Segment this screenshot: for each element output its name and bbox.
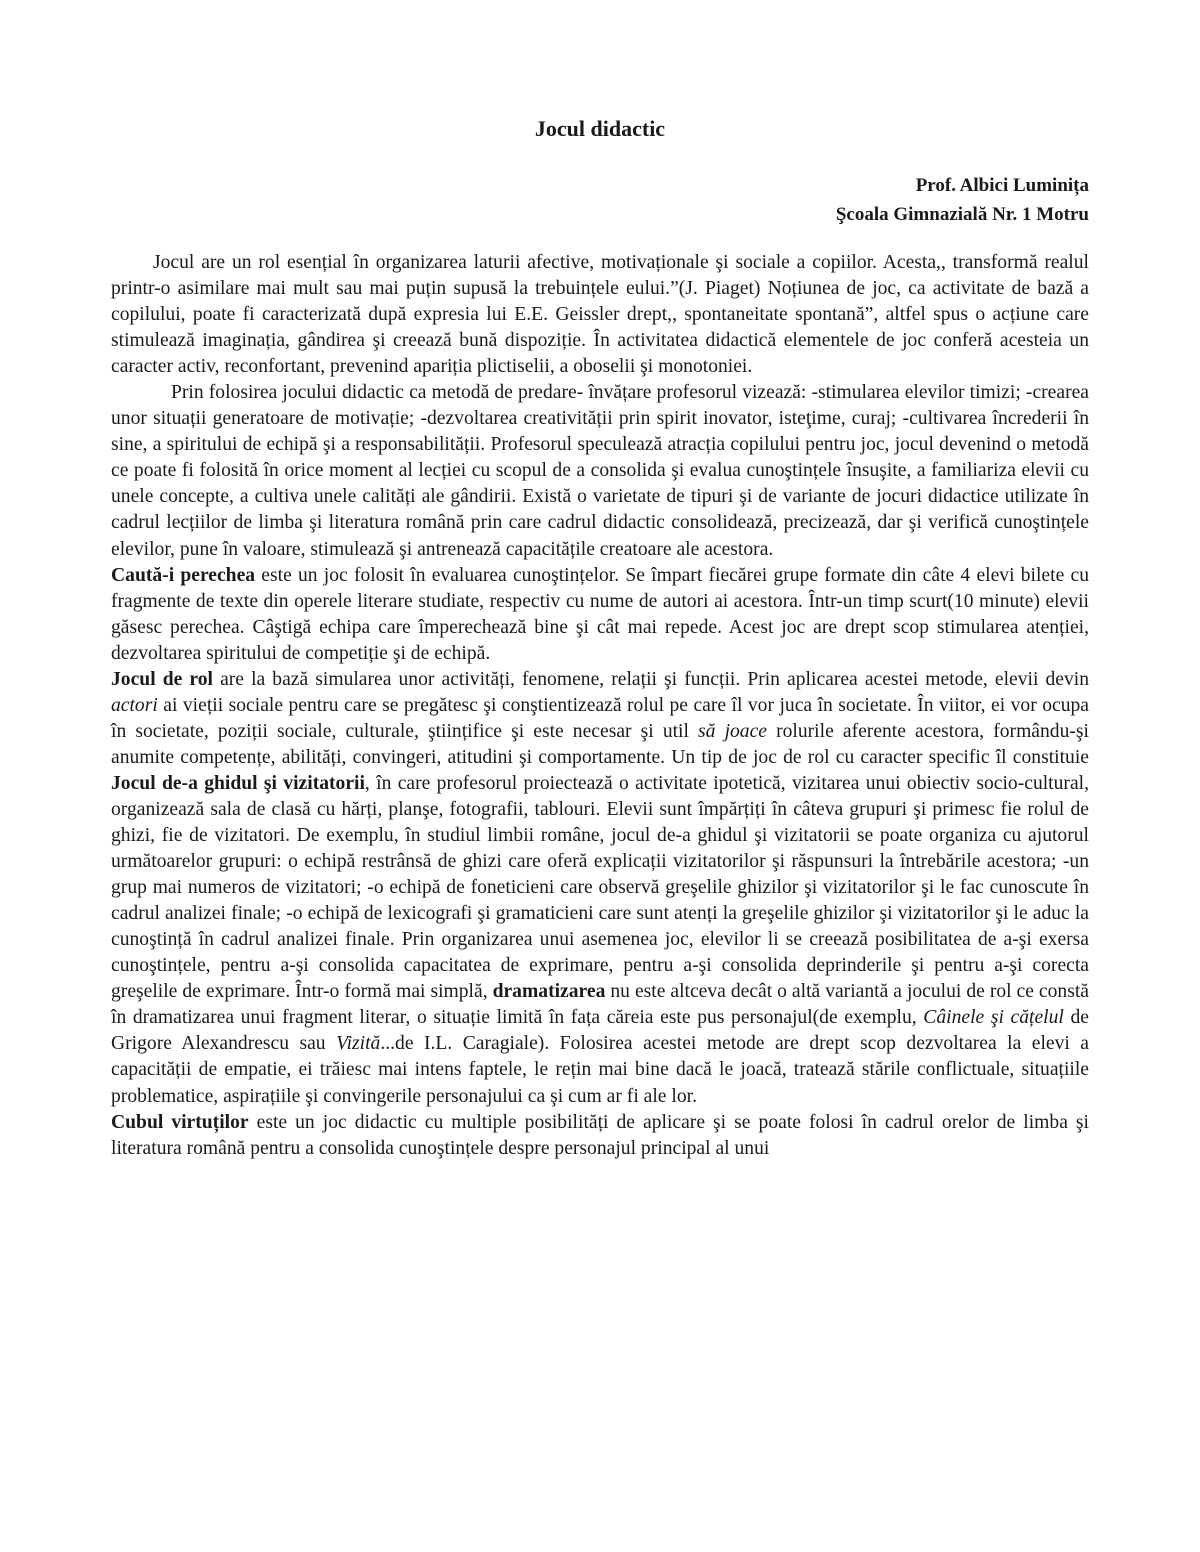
paragraph-text: ai vieții sociale pentru care se pregătesc şi conştientizează rolul pe care îl vor juca în societate. În viitor, ei vor ocupa în societate, poziții sociale, culturale, ştiințifice şi este necesar şi util	[111, 694, 1089, 742]
paragraph-cubul-virtutilor	[111, 1110, 1089, 1162]
document-body	[111, 250, 1089, 1162]
paragraph-text: ...de I.L. Caragiale). Folosirea acestei metode are drept scop dezvoltarea la elevi a capacității de empatie, ei trăiesc mai intens faptele, le rețin mai bine dacă le joacă, tratează stările conflictuale, situațiile problematice, aspirațiile şi convingerile personajului ca şi cum ar fi ale lor.	[111, 1033, 1089, 1107]
term-cubul-virtutilor: Cubul virtuților	[111, 1111, 249, 1133]
paragraph-jocul-de-rol	[111, 667, 1089, 1110]
paragraph-text: nu este altceva decât o altă variantă a jocului de rol ce constă în dramatizarea unui fragment literar, o situație limită în fața căreia este pus personajul(de exemplu,	[111, 981, 1089, 1029]
document-page	[111, 112, 1089, 1162]
term-dramatizarea: dramatizarea	[492, 981, 606, 1003]
term-cauta-perechea: Caută-i perechea	[111, 564, 256, 586]
paragraph-text: are la bază simularea unor activități, fenomene, relații şi funcții. Prin aplicarea acestei metode, elevii devin	[212, 668, 1090, 690]
paragraph-text: de Grigore Alexandrescu sau	[111, 1007, 1089, 1055]
author-name: Prof. Albici Luminița	[915, 175, 1089, 196]
paragraph-text: rolurile aferente acestora, formându-şi anumite competențe, abilități, convingeri, atitudini şi comportamente. Un tip de joc de rol cu caracter specific îl constituie	[111, 720, 1089, 768]
author-block	[111, 171, 1089, 229]
paragraph-methods: Prin folosirea jocului didactic ca metodă de predare- învățare profesorul vizează: -stimularea elevilor timizi; -crearea unor situații generatoare de motivație; -dezvoltarea creativității prin spirit inovator, isteţime, curaj; -cultivarea încrederii în sine, a spiritului de echipă şi a responsabilității. Profesorul speculează atracția copilului pentru joc, jocul devenind o metodă ce poate fi folosită în orice moment al lecției cu scopul de a consolida şi evalua cunoştințele însuşite, a familiariza elevii cu unele concepte, a cultiva unele calități ale gândirii. Există o varietate de tipuri şi de variante de jocuri didactice utilizate în cadrul lecțiilor de limba şi literatura română prin care cadrul didactic consolidează, precizează, dar şi verifică cunoştințele elevilor, pune în valoare, stimulează şi antrenează capacitățile creatoare ale acestora.	[111, 382, 1089, 560]
emphasis-cainele-si-catelul: Câinele şi cățelul	[923, 1007, 1064, 1029]
paragraph-text: , în care profesorul proiectează o activitate ipotetică, vizitarea unui obiectiv socio-cultural, organizează sala de clasă cu hărți, planşe, fotografii, tablouri. Elevii sunt împărțiți în câteva grupuri şi primesc fie rolul de ghizi, fie de vizitatori. De exemplu, în studiul limbii române, jocul de-a ghidul şi vizitatorii se poate organiza cu ajutorul următoarelor grupuri: o echipă restrânsă de ghizi care oferă explicații vizitatorilor şi răspunsuri la întrebările acestora; -un grup mai numeros de vizitatori; -o echipă de foneticieni care observă greşelile ghizilor şi vizitatorilor şi le fac cunoscute în cadrul analizei finale; -o echipă de lexicografi şi gramaticieni care sunt atenți la greşelile ghizilor şi vizitatorilor şi le aduc la cunoştință în cadrul analizei finale. Prin organizarea unui asemenea joc, elevilor li se creează posibilitatea de a-şi exersa cunoştințele, pentru a-şi consolida capacitatea de exprimare, pentru a-şi consolida deprinderile şi pentru a-şi corecta greşelile de exprimare. Într-o formă mai simplă,	[111, 772, 1089, 1003]
school-name: Şcoala Gimnazială Nr. 1 Motru	[835, 204, 1089, 225]
document-title: Jocul didactic	[534, 116, 666, 141]
emphasis-actori: actori	[111, 694, 158, 716]
paragraph-text: este un joc didactic cu multiple posibilități de aplicare şi se poate folosi în cadrul orelor de limba şi literatura română pentru a consolida cunoştințele despre personajul principal al unui	[111, 1111, 1089, 1159]
term-jocul-de-rol: Jocul de rol	[111, 668, 213, 690]
term-ghidul-si-vizitatorii: Jocul de-a ghidul şi vizitatorii	[111, 772, 365, 794]
paragraph-cauta-perechea	[111, 563, 1089, 667]
paragraph-intro: Jocul are un rol esențial în organizarea laturii afective, motivaționale şi sociale a copiilor. Acesta,, transformă realul printr-o asimilare mai mult sau mai puțin supusă la trebuințele eului.”(J. Piaget) Noțiunea de joc, ca activitate de bază a copilului, poate fi caracterizată după expresia lui E.E. Geissler drept,, spontaneitate spontană”, altfel spus o acțiune care stimulează imaginația, gândirea şi creează bună dispoziție. În activitatea didactică elementele de joc conferă acesteia un caracter activ, reconfortant, prevenind apariția plictiselii, a oboselii şi monotoniei.	[111, 252, 1089, 378]
emphasis-sa-joace: să joace	[698, 720, 767, 742]
emphasis-vizita: Vizită	[336, 1033, 381, 1055]
paragraph-text: este un joc folosit în evaluarea cunoştințelor. Se împart fiecărei grupe formate din câte 4 elevi bilete cu fragmente de texte din operele literare studiate, respectiv cu nume de autori ai acestora. Într-un timp scurt(10 minute) elevii găsesc perechea. Câştigă echipa care împerechează bine şi cât mai repede. Acest joc are drept scop stimularea atenției, dezvoltarea spiritului de competiție şi de echipă.	[111, 564, 1089, 664]
